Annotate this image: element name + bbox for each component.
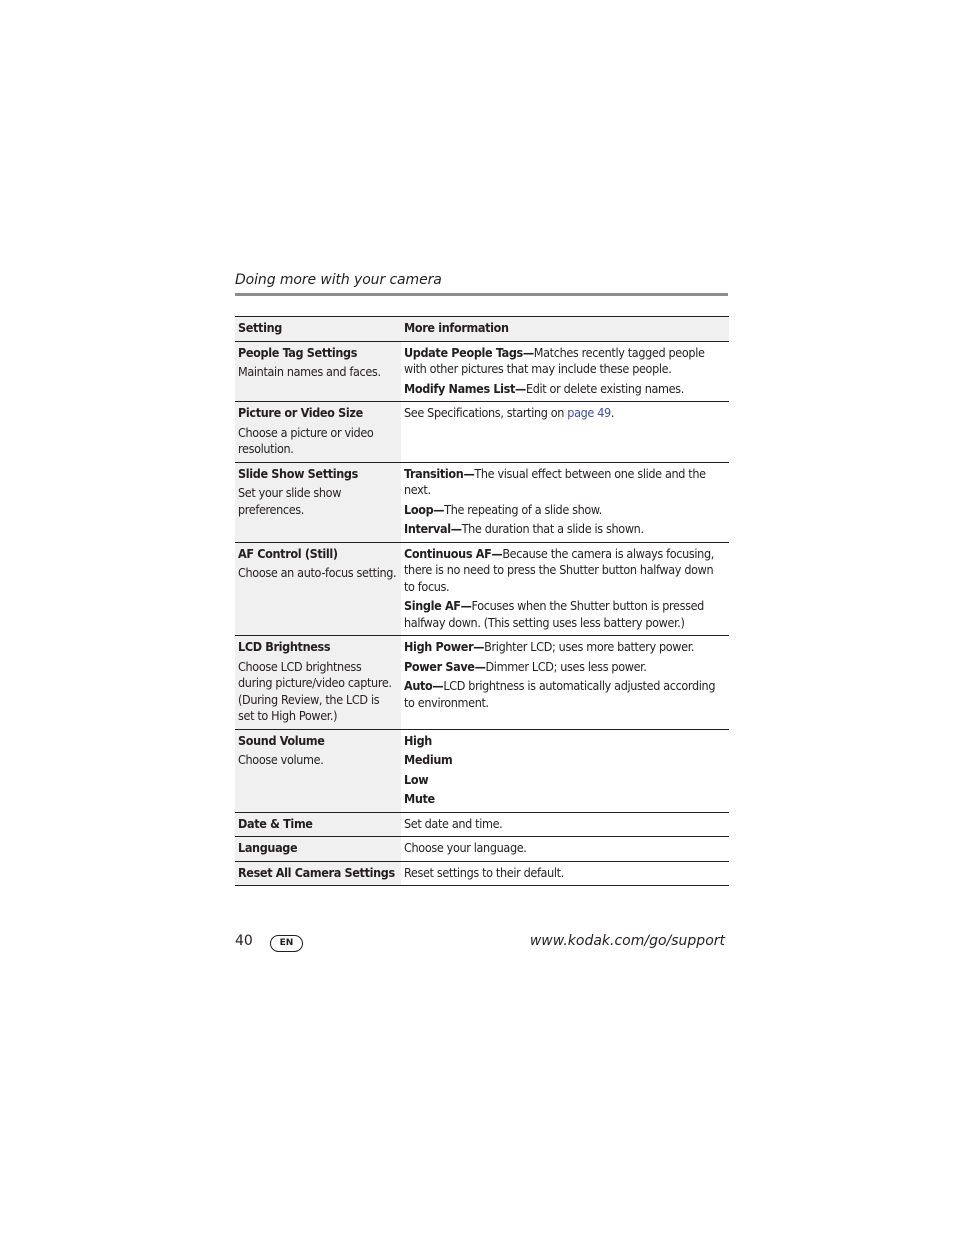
info-line (404, 466, 725, 499)
volume-option-high: High (404, 732, 432, 748)
info-cell (401, 542, 729, 636)
info-term: Modify Names List— (404, 380, 526, 396)
table-row-slide-show-settings (235, 462, 729, 542)
info-text: Edit or delete existing names. (525, 380, 684, 396)
info-line (404, 598, 725, 631)
table-row-date-time (235, 812, 729, 837)
info-term: Interval— (404, 521, 462, 536)
info-cell: Reset settings to their default. (401, 861, 729, 886)
info-text: Matches recently tagged people with other pictures that may include these people. (404, 344, 705, 376)
info-cell: Choose your language. (401, 837, 729, 862)
info-term: Update People Tags— (404, 344, 534, 360)
language-badge: EN (270, 935, 303, 952)
setting-description: Maintain names and faces. (238, 364, 381, 379)
setting-name: Language (238, 840, 298, 855)
info-term: Loop— (404, 501, 445, 517)
setting-cell (235, 636, 401, 730)
setting-name: People Tag Settings (238, 344, 358, 360)
support-url: www.kodak.com/go/support (529, 933, 725, 949)
info-cell (401, 402, 729, 463)
info-line (404, 546, 725, 596)
table-row-sound-volume (235, 729, 729, 812)
info-term: High Power— (404, 639, 485, 654)
page-footer (235, 931, 725, 953)
info-line (404, 405, 725, 422)
setting-description: Set your slide show preferences. (238, 485, 342, 517)
section-title: Doing more with your camera (235, 272, 442, 288)
setting-name: Picture or Video Size (238, 405, 363, 420)
table-row-af-control (235, 542, 729, 636)
header-rule (235, 293, 728, 296)
info-term: Power Save— (404, 658, 486, 674)
setting-description: Choose a picture or video resolution. (238, 424, 374, 456)
table-row-reset-all-camera-settings (235, 861, 729, 886)
info-term: Transition— (404, 465, 475, 481)
info-term: Single AF— (404, 598, 472, 613)
volume-option-mute: Mute (404, 791, 435, 806)
setting-name: LCD Brightness (238, 639, 331, 654)
info-text: The duration that a slide is shown. (461, 521, 644, 536)
setting-cell (235, 729, 401, 812)
table-header-row (235, 317, 729, 342)
info-line (404, 381, 725, 398)
info-text: The repeating of a slide show. (444, 501, 602, 517)
setting-cell (235, 341, 401, 402)
setting-name: AF Control (Still) (238, 545, 338, 561)
setting-description: Choose an auto-focus setting. (238, 565, 397, 580)
info-cell: Set date and time. (401, 812, 729, 837)
info-line (404, 639, 725, 656)
setting-name: Sound Volume (238, 732, 325, 748)
info-text: Because the camera is always focusing, there is no need to press the Shutter button halfway down to focus. (404, 545, 714, 594)
info-text: . (610, 405, 615, 420)
setting-name: Date & Time (238, 815, 313, 831)
info-line (404, 502, 725, 519)
info-text: Dimmer LCD; uses less power. (485, 658, 647, 674)
info-line (404, 659, 725, 676)
setting-cell (235, 462, 401, 542)
table-row-lcd-brightness (235, 636, 729, 730)
info-line (404, 521, 725, 538)
column-header-more-information: More information (401, 317, 729, 342)
info-cell (401, 341, 729, 402)
setting-cell (235, 837, 401, 862)
page-number: 40 (235, 933, 253, 949)
volume-option-low: Low (404, 771, 429, 787)
info-text: The visual effect between one slide and the next. (404, 465, 706, 497)
info-term: Auto— (404, 678, 444, 693)
setting-cell (235, 812, 401, 837)
info-text: Brighter LCD; uses more battery power. (484, 639, 695, 654)
page-49-link[interactable]: page 49 (567, 405, 611, 420)
info-text: See Specifications, starting on (404, 405, 568, 420)
info-term: Continuous AF— (404, 545, 503, 561)
setting-cell (235, 542, 401, 636)
info-text: LCD brightness is automatically adjusted according to environment. (404, 678, 716, 710)
settings-table (235, 316, 729, 886)
column-header-setting: Setting (235, 317, 401, 342)
setting-name: Reset All Camera Settings (238, 864, 395, 880)
info-cell (401, 729, 729, 812)
info-line (404, 345, 725, 378)
table-row-language (235, 837, 729, 862)
setting-description: Choose LCD brightness during picture/video capture. (During Review, the LCD is set to High Power.) (238, 658, 392, 723)
setting-description: Choose volume. (238, 752, 324, 767)
setting-cell (235, 861, 401, 886)
volume-option-medium: Medium (404, 752, 453, 767)
table-row-people-tag-settings (235, 341, 729, 402)
info-cell (401, 462, 729, 542)
page-header (235, 271, 728, 296)
setting-cell (235, 402, 401, 463)
info-cell (401, 636, 729, 730)
table-row-picture-or-video-size (235, 402, 729, 463)
info-line (404, 678, 725, 711)
info-text: Focuses when the Shutter button is pressed halfway down. (This setting uses less battery power.) (404, 598, 704, 630)
setting-name: Slide Show Settings (238, 465, 358, 481)
